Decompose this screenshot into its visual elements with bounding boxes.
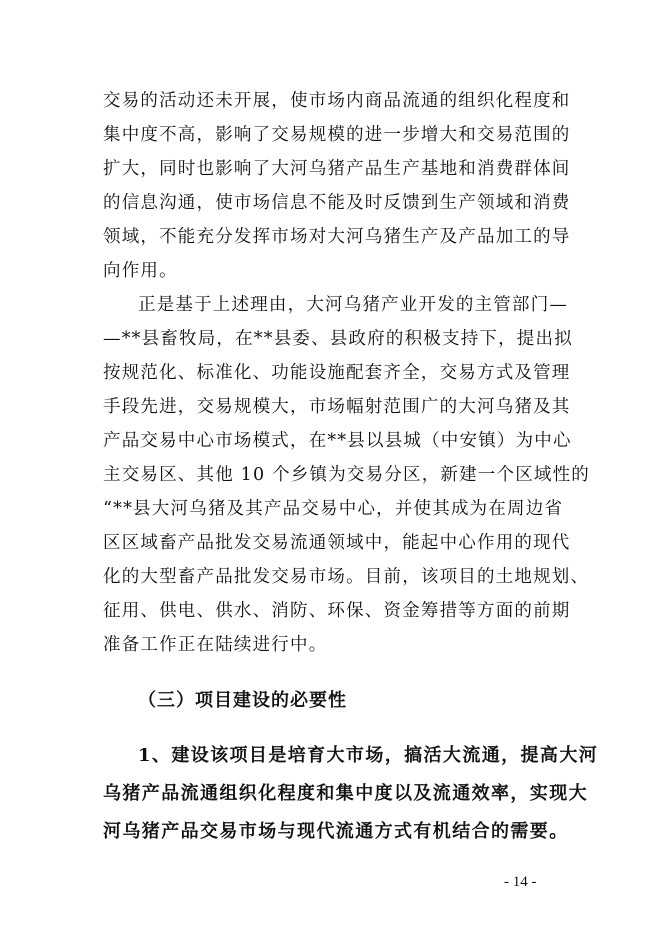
- paragraph-1-line: 领域，不能充分发挥市场对大河乌猪生产及产品加工的导: [103, 227, 571, 247]
- paragraph-2-line: “**县大河乌猪及其产品交易中心，并使其成为在周边省: [103, 499, 564, 519]
- paragraph-2-line: 正是基于上述理由，大河乌猪产业开发的主管部门—: [138, 295, 569, 315]
- paragraph-1-line: 集中度不高，影响了交易规模的进一步增大和交易范围的: [103, 125, 571, 145]
- paragraph-2-line: 征用、供电、供水、消防、环保、资金筹措等方面的前期: [103, 601, 571, 621]
- paragraph-2-line: 主交易区、其他 10 个乡镇为交易分区，新建一个区域性的: [103, 465, 590, 485]
- paragraph-1-line: 的信息沟通，使市场信息不能及时反馈到生产领域和消费: [103, 193, 571, 213]
- paragraph-2-line: 准备工作正在陆续进行中。: [103, 635, 328, 655]
- paragraph-1-line: 向作用。: [103, 261, 178, 281]
- paragraph-1-line: 扩大，同时也影响了大河乌猪产品生产基地和消费群体间: [103, 159, 571, 179]
- point-1-line: 河乌猪产品交易市场与现代流通方式有机结合的需要。: [103, 821, 569, 842]
- paragraph-2-line: 化的大型畜产品批发交易市场。目前，该项目的土地规划、: [103, 567, 590, 587]
- paragraph-2-line: —**县畜牧局，在**县委、县政府的积极支持下，提出拟: [103, 329, 573, 349]
- page-number: - 14 -: [504, 874, 537, 890]
- point-1-line: 1、建设该项目是培育大市场，搞活大流通，提高大河: [138, 745, 599, 766]
- section-heading: （三）项目建设的必要性: [138, 690, 347, 711]
- paragraph-2-line: 产品交易中心市场模式，在**县以县城（中安镇）为中心: [103, 431, 572, 451]
- paragraph-2-line: 区区域畜产品批发交易流通领域中，能起中心作用的现代: [103, 533, 571, 553]
- paragraph-2-line: 手段先进，交易规模大，市场幅射范围广的大河乌猪及其: [103, 397, 571, 417]
- paragraph-2-line: 按规范化、标准化、功能设施配套齐全，交易方式及管理: [103, 363, 571, 383]
- point-1-line: 乌猪产品流通组织化程度和集中度以及流通效率，实现大: [103, 783, 588, 804]
- paragraph-1-line: 交易的活动还未开展，使市场内商品流通的组织化程度和: [103, 91, 571, 111]
